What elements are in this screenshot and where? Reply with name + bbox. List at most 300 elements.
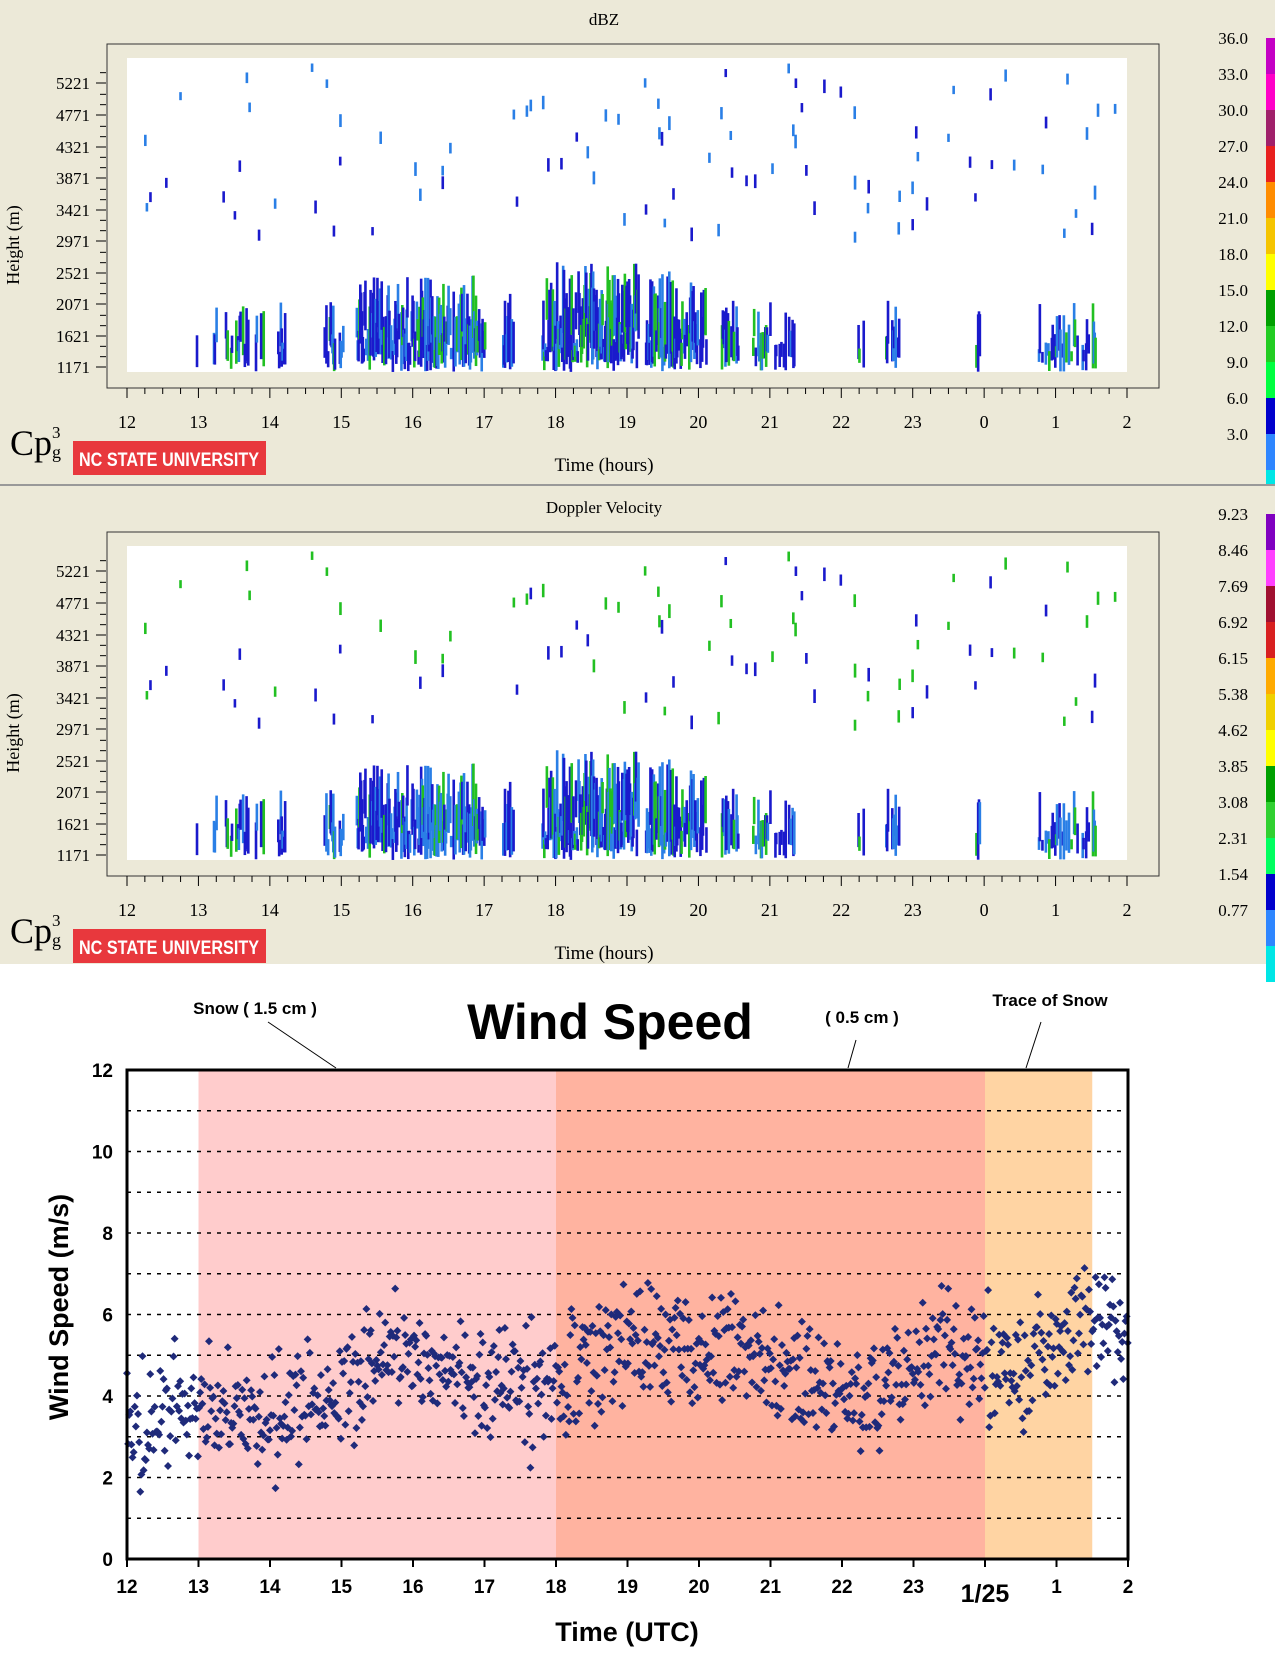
echo-mark xyxy=(704,776,707,823)
colorbar-swatch xyxy=(1266,254,1275,290)
echo-mark xyxy=(547,158,550,171)
echo-mark xyxy=(149,192,152,202)
echo-mark xyxy=(575,132,578,141)
echo-mark xyxy=(449,308,452,335)
echo-mark xyxy=(1082,838,1085,849)
echo-mark xyxy=(668,116,671,130)
wind-point xyxy=(159,1403,167,1411)
echo-mark xyxy=(661,132,664,146)
echo-mark xyxy=(767,823,770,841)
wind-point xyxy=(130,1448,138,1456)
echo-mark xyxy=(165,178,168,188)
colorbar-label: 6.92 xyxy=(1218,613,1248,632)
echo-mark xyxy=(737,346,740,361)
echo-mark xyxy=(617,114,620,125)
echo-mark xyxy=(339,645,342,654)
echo-mark xyxy=(1076,824,1079,854)
echo-mark xyxy=(371,715,374,723)
echo-mark xyxy=(1065,820,1068,850)
echo-mark xyxy=(1041,653,1044,663)
doppler-panel xyxy=(0,485,1275,982)
colorbar-swatch xyxy=(1266,550,1275,586)
wind-point xyxy=(172,1436,180,1444)
echo-mark xyxy=(854,176,857,190)
echo-mark xyxy=(724,69,727,77)
wind-point xyxy=(1108,1275,1116,1283)
echo-mark xyxy=(1013,648,1016,659)
echo-mark xyxy=(530,100,533,112)
colorbar-swatch xyxy=(1266,514,1275,550)
ytick-label: 2971 xyxy=(56,232,90,251)
echo-mark xyxy=(952,574,955,582)
colorbar-label: 6.0 xyxy=(1226,389,1248,408)
echo-mark xyxy=(409,834,412,853)
echo-mark xyxy=(238,828,241,850)
ytick-label: 2071 xyxy=(56,783,90,802)
echo-mark xyxy=(601,294,604,325)
echo-mark xyxy=(1056,804,1059,845)
echo-mark xyxy=(793,323,796,366)
echo-mark xyxy=(767,335,770,353)
echo-mark xyxy=(342,814,345,840)
xtick-label: 14 xyxy=(260,900,279,920)
colorbar-label: 4.62 xyxy=(1218,721,1248,740)
echo-mark xyxy=(1059,330,1062,372)
colorbar-label: 7.69 xyxy=(1218,577,1248,596)
echo-mark xyxy=(576,839,579,851)
echo-mark xyxy=(1048,351,1051,371)
echo-mark xyxy=(894,795,897,856)
colorbar-label: 24.0 xyxy=(1218,173,1248,192)
echo-mark xyxy=(246,560,249,571)
xtick-label: 22 xyxy=(832,412,851,432)
echo-mark xyxy=(311,64,314,72)
colorbar-label: 36.0 xyxy=(1218,29,1248,48)
cpg-logo-sub: g xyxy=(52,930,61,950)
colorbar-label: 1.54 xyxy=(1218,865,1248,884)
ytick-label: 1621 xyxy=(56,327,90,346)
ytick-label: 1171 xyxy=(56,358,90,377)
wind-point xyxy=(1104,1347,1112,1355)
echo-mark xyxy=(165,666,168,676)
echo-mark xyxy=(636,342,639,369)
echo-mark xyxy=(728,321,731,366)
ytick-label: 3871 xyxy=(56,657,90,676)
echo-mark xyxy=(784,801,787,859)
echo-mark xyxy=(752,826,755,844)
wind-point xyxy=(157,1418,165,1426)
xtick-label: 13 xyxy=(189,412,208,432)
echo-mark xyxy=(697,798,700,833)
echo-mark xyxy=(1004,557,1007,569)
echo-mark xyxy=(586,146,589,158)
xtick-label: 21 xyxy=(760,412,779,432)
colorbar-swatch xyxy=(1266,766,1275,802)
echo-mark xyxy=(755,348,758,367)
echo-mark xyxy=(414,162,417,176)
echo-mark xyxy=(862,809,865,856)
echo-mark xyxy=(969,645,972,656)
ytick-label: 3421 xyxy=(56,689,90,708)
snow-annotation: ( 0.5 cm ) xyxy=(825,1008,899,1027)
echo-mark xyxy=(737,834,740,849)
echo-mark xyxy=(840,87,843,98)
echo-mark xyxy=(593,171,596,184)
wind-ytick-label: 6 xyxy=(102,1305,113,1327)
echo-mark xyxy=(658,127,661,139)
ytick-label: 4321 xyxy=(56,138,90,157)
echo-mark xyxy=(644,78,647,87)
ytick-label: 3421 xyxy=(56,201,90,220)
echo-mark xyxy=(680,831,683,854)
echo-mark xyxy=(720,595,723,607)
xtick-label: 0 xyxy=(979,900,989,920)
echo-mark xyxy=(284,313,287,364)
echo-mark xyxy=(787,552,790,562)
echo-mark xyxy=(1041,840,1044,851)
wind-point xyxy=(1117,1355,1125,1363)
echo-mark xyxy=(398,314,401,340)
colorbar-label: 9.0 xyxy=(1226,353,1248,372)
wind-point xyxy=(1110,1378,1118,1386)
echo-mark xyxy=(530,588,533,600)
wind-point xyxy=(1102,1284,1110,1292)
echo-mark xyxy=(795,566,798,576)
echo-mark xyxy=(813,201,816,215)
echo-mark xyxy=(917,640,920,649)
xtick-label: 2 xyxy=(1122,900,1132,920)
echo-mark xyxy=(1070,839,1073,849)
echo-mark xyxy=(196,823,199,855)
echo-mark xyxy=(327,839,330,855)
echo-mark xyxy=(753,309,756,336)
echo-mark xyxy=(664,707,667,716)
echo-mark xyxy=(274,199,277,209)
ytick-label: 4771 xyxy=(56,594,90,613)
echo-mark xyxy=(342,326,345,352)
echo-mark xyxy=(1039,792,1042,841)
echo-mark xyxy=(234,211,237,219)
echo-mark xyxy=(637,274,640,338)
xtick-label: 15 xyxy=(332,900,351,920)
echo-mark xyxy=(593,659,596,672)
echo-mark xyxy=(813,689,816,703)
echo-mark xyxy=(915,614,918,626)
colorbar-swatch xyxy=(1266,110,1275,146)
colorbar-label: 6.15 xyxy=(1218,649,1248,668)
wind-xtick-label: 12 xyxy=(116,1577,138,1598)
echo-mark xyxy=(840,575,843,586)
echo-mark xyxy=(801,103,804,112)
echo-mark xyxy=(761,820,764,847)
wind-xtick-label: 19 xyxy=(616,1577,639,1598)
ytick-label: 2521 xyxy=(56,264,90,283)
echo-mark xyxy=(680,343,683,366)
wind-xlabel: Time (UTC) xyxy=(555,1617,699,1647)
wind-point xyxy=(164,1462,172,1470)
echo-mark xyxy=(222,191,225,202)
echo-mark xyxy=(974,193,977,201)
colorbar-label: 3.08 xyxy=(1218,793,1248,812)
echo-mark xyxy=(854,664,857,678)
xtick-label: 19 xyxy=(618,900,636,920)
echo-mark xyxy=(412,301,415,333)
echo-mark xyxy=(898,807,901,846)
echo-mark xyxy=(705,339,708,364)
wind-point xyxy=(1097,1353,1105,1361)
echo-mark xyxy=(1094,338,1097,369)
echo-mark xyxy=(637,762,640,826)
echo-mark xyxy=(1041,352,1044,363)
echo-mark xyxy=(657,587,660,597)
echo-mark xyxy=(894,307,897,368)
xtick-label: 15 xyxy=(332,412,351,432)
echo-mark xyxy=(1097,592,1100,605)
echo-mark xyxy=(412,789,415,821)
echo-mark xyxy=(867,691,870,701)
xtick-label: 22 xyxy=(832,900,851,920)
echo-mark xyxy=(728,809,731,854)
colorbar-swatch xyxy=(1266,658,1275,694)
wind-ytick-label: 2 xyxy=(102,1468,113,1490)
echo-mark xyxy=(897,710,900,722)
echo-mark xyxy=(542,96,545,109)
colorbar-label: 33.0 xyxy=(1218,65,1248,84)
xtick-label: 18 xyxy=(546,900,565,920)
colorbar-swatch xyxy=(1266,730,1275,766)
echo-mark xyxy=(179,92,182,100)
echo-mark xyxy=(898,191,901,202)
echo-mark xyxy=(1075,209,1078,218)
nc-state-text: NC STATE UNIVERSITY xyxy=(79,450,260,471)
echo-mark xyxy=(761,332,764,359)
echo-mark xyxy=(854,720,857,731)
wind-xtick-label: 14 xyxy=(259,1577,281,1598)
echo-mark xyxy=(1068,813,1071,853)
colorbar-label: 3.0 xyxy=(1226,425,1248,444)
dbz-ylabel: Height (m) xyxy=(3,205,23,285)
colorbar-swatch xyxy=(1266,38,1275,74)
echo-mark xyxy=(542,584,545,597)
annotation-leader xyxy=(1026,1022,1041,1068)
echo-mark xyxy=(445,832,448,843)
echo-mark xyxy=(1087,822,1090,841)
echo-mark xyxy=(449,143,452,154)
xtick-label: 1 xyxy=(1051,900,1061,920)
echo-mark xyxy=(179,580,182,588)
echo-mark xyxy=(911,707,914,718)
echo-mark xyxy=(334,339,337,370)
echo-mark xyxy=(1091,711,1094,723)
wind-point xyxy=(171,1335,179,1343)
wind-xtick-label: 20 xyxy=(688,1577,710,1598)
echo-mark xyxy=(729,619,732,628)
echo-mark xyxy=(780,830,783,845)
echo-mark xyxy=(658,615,661,627)
echo-mark xyxy=(858,837,861,851)
wind-xtick-label: 22 xyxy=(831,1577,853,1598)
echo-mark xyxy=(441,654,444,664)
echo-mark xyxy=(449,796,452,823)
echo-mark xyxy=(371,227,374,235)
xtick-label: 12 xyxy=(118,412,136,432)
echo-mark xyxy=(1114,592,1117,602)
echo-mark xyxy=(339,157,342,166)
wind-point xyxy=(1119,1375,1127,1383)
wind-xtick-label: 21 xyxy=(759,1577,782,1598)
echo-mark xyxy=(1094,826,1097,857)
xtick-label: 18 xyxy=(546,412,565,432)
echo-mark xyxy=(733,332,736,361)
echo-mark xyxy=(226,818,229,849)
wind-point xyxy=(134,1410,142,1418)
echo-mark xyxy=(708,641,711,651)
echo-mark xyxy=(1004,69,1007,81)
echo-mark xyxy=(277,819,280,842)
echo-mark xyxy=(284,801,287,852)
echo-mark xyxy=(441,166,444,176)
colorbar-swatch xyxy=(1266,326,1275,362)
echo-mark xyxy=(731,655,734,665)
echo-mark xyxy=(733,820,736,849)
wind-point xyxy=(185,1452,193,1460)
wind-ytick-label: 0 xyxy=(102,1550,113,1571)
echo-mark xyxy=(362,837,365,850)
colorbar-label: 21.0 xyxy=(1218,209,1248,228)
xtick-label: 21 xyxy=(760,900,779,920)
echo-mark xyxy=(661,620,664,634)
xtick-label: 13 xyxy=(189,900,208,920)
doppler-title: Doppler Velocity xyxy=(545,498,663,517)
echo-mark xyxy=(792,124,795,136)
echo-mark xyxy=(362,349,365,362)
echo-mark xyxy=(1041,165,1044,175)
echo-mark xyxy=(1114,104,1117,114)
echo-mark xyxy=(414,331,417,361)
echo-mark xyxy=(1066,562,1069,573)
echo-mark xyxy=(704,288,707,335)
echo-mark xyxy=(414,819,417,849)
echo-mark xyxy=(795,78,798,88)
echo-mark xyxy=(867,180,870,194)
echo-mark xyxy=(974,681,977,689)
colorbar-swatch xyxy=(1266,362,1275,398)
wind-point xyxy=(139,1352,147,1360)
colorbar-label: 27.0 xyxy=(1218,137,1248,156)
colorbar-swatch xyxy=(1266,946,1275,982)
echo-mark xyxy=(917,152,920,161)
echo-mark xyxy=(440,305,443,336)
echo-mark xyxy=(231,336,234,353)
echo-mark xyxy=(1070,351,1073,361)
echo-mark xyxy=(231,824,234,841)
colorbar-swatch xyxy=(1266,290,1275,326)
echo-mark xyxy=(560,158,563,170)
ytick-label: 5221 xyxy=(56,562,90,581)
xtick-label: 20 xyxy=(689,412,708,432)
echo-mark xyxy=(512,322,515,364)
xtick-label: 14 xyxy=(260,412,279,432)
wind-point xyxy=(146,1370,154,1378)
colorbar-swatch xyxy=(1266,802,1275,838)
echo-mark xyxy=(853,106,856,119)
echo-mark xyxy=(449,631,452,642)
colorbar-label: 3.85 xyxy=(1218,757,1248,776)
echo-mark xyxy=(512,810,515,852)
echo-mark xyxy=(1075,697,1078,706)
echo-mark xyxy=(484,810,487,837)
echo-mark xyxy=(239,312,242,342)
echo-mark xyxy=(406,277,409,317)
wind-point xyxy=(161,1447,169,1455)
colorbar-swatch xyxy=(1266,218,1275,254)
cpg-logo-sup: 3 xyxy=(52,911,61,930)
wind-xtick-label: 1 xyxy=(1051,1577,1062,1598)
echo-mark xyxy=(1045,117,1048,129)
xtick-label: 20 xyxy=(689,900,708,920)
echo-mark xyxy=(1091,223,1094,235)
dbz-xlabel: Time (hours) xyxy=(554,455,654,476)
echo-mark xyxy=(657,99,660,109)
echo-mark xyxy=(926,685,929,698)
echo-mark xyxy=(623,213,626,226)
echo-mark xyxy=(775,345,778,357)
echo-mark xyxy=(672,188,675,199)
wind-xticks xyxy=(116,1559,1133,1608)
wind-point xyxy=(143,1429,151,1437)
wind-point xyxy=(135,1438,143,1446)
echo-mark xyxy=(445,344,448,355)
ytick-label: 2071 xyxy=(56,295,90,314)
echo-mark xyxy=(690,228,693,242)
echo-mark xyxy=(823,568,826,582)
echo-mark xyxy=(546,278,549,320)
echo-mark xyxy=(246,72,249,83)
xtick-label: 16 xyxy=(403,412,422,432)
cpg-logo-text: Cp xyxy=(10,423,53,463)
echo-mark xyxy=(575,780,578,817)
echo-mark xyxy=(708,153,711,163)
echo-mark xyxy=(484,322,487,349)
ytick-label: 3871 xyxy=(56,169,90,188)
xtick-label: 17 xyxy=(475,900,494,920)
echo-mark xyxy=(1094,186,1097,200)
echo-mark xyxy=(752,338,755,356)
wind-xtick-label: 16 xyxy=(402,1577,424,1598)
wind-point xyxy=(132,1423,140,1431)
ytick-label: 4321 xyxy=(56,626,90,645)
echo-mark xyxy=(636,830,639,857)
echo-mark xyxy=(753,797,756,824)
wind-xtick-label: 1/25 xyxy=(960,1580,1010,1608)
xtick-label: 17 xyxy=(475,412,494,432)
echo-mark xyxy=(146,203,149,211)
echo-mark xyxy=(991,160,994,169)
echo-mark xyxy=(364,281,367,331)
echo-mark xyxy=(419,189,422,201)
echo-mark xyxy=(1045,605,1048,617)
xtick-label: 23 xyxy=(903,900,922,920)
colorbar-swatch xyxy=(1266,622,1275,658)
echo-mark xyxy=(1048,839,1051,859)
echo-mark xyxy=(196,335,199,367)
wind-xtick-label: 15 xyxy=(330,1577,353,1598)
echo-mark xyxy=(989,88,992,100)
echo-mark xyxy=(258,718,261,729)
echo-mark xyxy=(1074,807,1077,835)
colorbar-label: 12.0 xyxy=(1218,317,1248,336)
echo-mark xyxy=(1063,315,1066,371)
